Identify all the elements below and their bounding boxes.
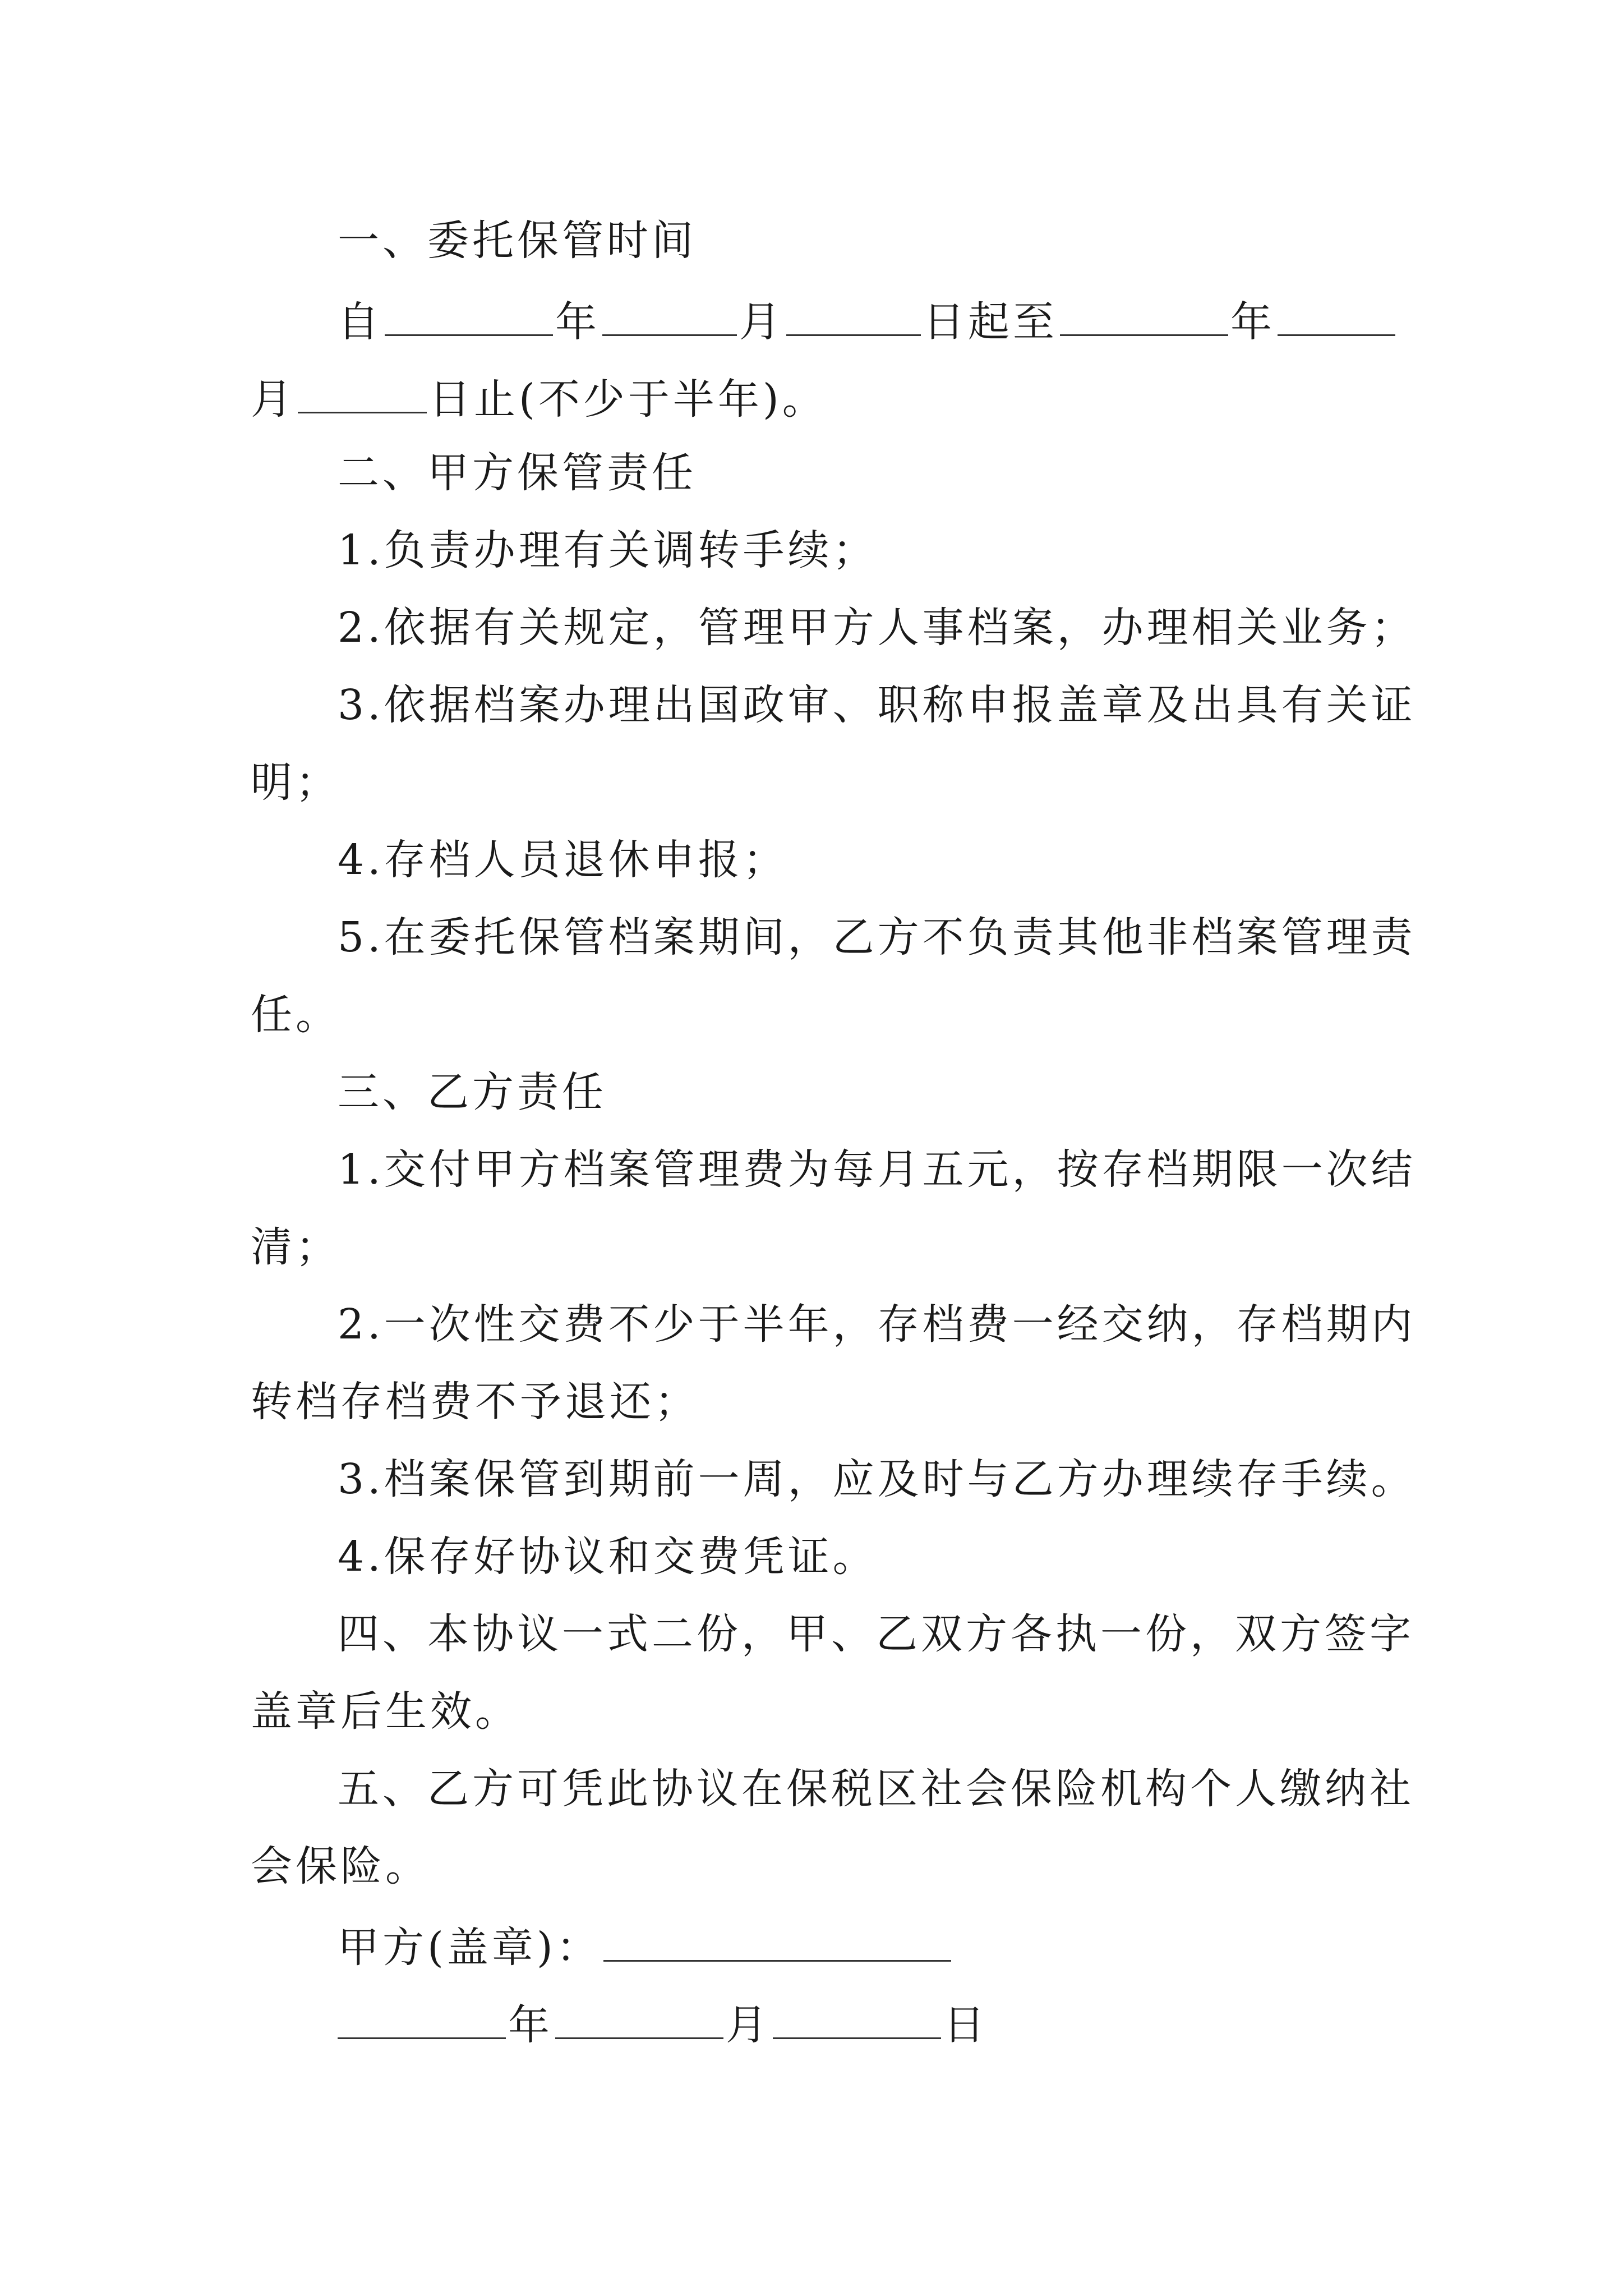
section-3-item-3 [0,1455,1623,1503]
section-3-item-2-line-2 [0,1378,1623,1426]
section-5-text-b: 会保险。 [251,1842,430,1890]
end-month-label: 月 [251,375,296,424]
section-3-item-4 [0,1533,1623,1581]
sign-year-blank[interactable] [338,2000,506,2039]
section-2-heading [0,449,1623,497]
sign-month-label: 月 [726,2001,771,2049]
month-blank[interactable] [602,297,737,336]
section-2-item-4-text: 4.存档人员退休申报； [338,836,788,884]
section-2-item-2-text: 2.依据有关规定，管理甲方人事档案，办理相关业务； [338,604,1416,652]
end-month-blank[interactable] [1278,297,1395,336]
section-3-item-2-text-b: 转档存档费不予退还； [251,1378,699,1426]
section-2-item-1 [0,526,1623,574]
party-a-signature-line [0,1923,1623,1972]
section-2-item-2 [0,604,1623,652]
month-label: 月 [739,298,784,346]
section-3-item-1-line-2 [0,1223,1623,1271]
section-3-heading-text: 三、乙方责任 [338,1068,607,1116]
day-to-label: 日起至 [923,298,1058,346]
section-1-date-line [0,297,1623,346]
day-blank[interactable] [786,297,921,336]
end-year-blank[interactable] [1060,297,1228,336]
section-3-item-1-text-a: 1.交付甲方档案管理费为每月五元，按存档期限一次结 [338,1145,1416,1194]
party-a-label: 甲方(盖章)： [338,1924,601,1972]
section-2-item-3-text-a: 3.依据档案办理出国政审、职称申报盖章及出具有关证 [338,681,1416,729]
section-2-item-5-line-2 [0,991,1623,1039]
section-1-heading-text: 一、委托保管时间 [338,217,697,265]
section-2-item-5-line-1 [0,913,1623,961]
section-5-text-a: 五、乙方可凭此协议在保税区社会保险机构个人缴纳社 [338,1765,1414,1813]
section-2-item-1-text: 1.负责办理有关调转手续； [338,526,878,574]
section-2-item-3-line-2 [0,758,1623,807]
date-from-label: 自 [338,298,382,346]
section-3-item-4-text: 4.保存好协议和交费凭证。 [338,1533,878,1581]
sign-day-blank[interactable] [773,2000,941,2039]
section-2-item-4 [0,836,1623,884]
section-2-item-5-text-a: 5.在委托保管档案期间，乙方不负责其他非档案管理责 [338,913,1416,961]
section-1-date-line-2 [0,375,1623,424]
section-2-item-3-text-b: 明； [251,758,340,807]
section-5-line-1 [0,1765,1623,1813]
section-3-item-2-text-a: 2.一次性交费不少于半年，存档费一经交纳，存档期内 [338,1300,1416,1349]
section-2-heading-text: 二、甲方保管责任 [338,449,697,497]
year-blank[interactable] [385,297,553,336]
section-3-heading [0,1068,1623,1116]
section-4-text-a: 四、本协议一式二份，甲、乙双方各执一份，双方签字 [338,1610,1414,1658]
section-4-line-1 [0,1610,1623,1658]
section-1-heading [0,217,1623,265]
sign-date-line [0,2000,1623,2049]
sign-year-label: 年 [508,2001,553,2049]
end-year-label: 年 [1230,298,1275,346]
section-4-line-2 [0,1687,1623,1736]
section-2-item-3-line-1 [0,681,1623,729]
party-a-signature-blank[interactable] [603,1923,951,1962]
year-label: 年 [555,298,600,346]
section-3-item-3-text: 3.档案保管到期前一周，应及时与乙方办理续存手续。 [338,1455,1416,1503]
end-day-label: 日止(不少于半年)。 [429,375,827,424]
section-2-item-5-text-b: 任。 [251,991,340,1039]
end-day-blank[interactable] [298,375,427,413]
sign-month-blank[interactable] [555,2000,723,2039]
section-3-item-1-text-b: 清； [251,1223,340,1271]
section-5-line-2 [0,1842,1623,1890]
section-3-item-1-line-1 [0,1145,1623,1194]
sign-day-label: 日 [943,2001,988,2049]
section-3-item-2-line-1 [0,1300,1623,1349]
section-4-text-b: 盖章后生效。 [251,1687,520,1736]
